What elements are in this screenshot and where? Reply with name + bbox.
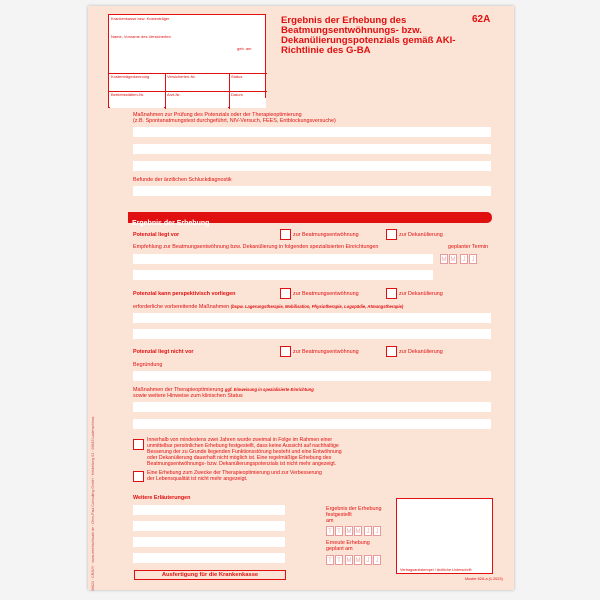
two-years-line: Beatmungsentwöhnungs- bzw. Dekanülierungspotenzials ist nicht mehr angezeigt.: [147, 461, 337, 467]
insurance-box: [108, 14, 266, 108]
form-title: Ergebnis der Erhebung des Beatmungsentwöhnungs- bzw. Dekanülierungspotenzials gemäß AKI-Richtlinie des G-BA: [281, 15, 456, 56]
erforderlich-sub: (bspw. Lagerungstherapie, Mobilisation, Physiotherapie, Logopädie, Atmungstherapie): [230, 304, 404, 309]
geplant-date-box[interactable]: M: [354, 555, 362, 565]
empfehlung-label: Empfehlung zur Beatmungsentwöhnung bzw. Dekanülierung in folgenden spezialisierten Einrichtungen: [133, 244, 379, 250]
festgestellt-date-box[interactable]: M: [354, 526, 362, 536]
two-years-line: Besserung der zu Grunde liegenden Funktionsstörung besteht und eine Entwöhnung: [147, 449, 342, 455]
no-purpose-checkbox[interactable]: [133, 471, 144, 482]
termin-date-box[interactable]: M: [440, 254, 448, 264]
geplant-date-box[interactable]: J: [364, 555, 372, 565]
termin-label: geplanter Termin: [448, 244, 489, 250]
two-years-checkbox[interactable]: [133, 439, 144, 450]
begruendung-label: Begründung: [133, 362, 163, 368]
potenzial-nicht-label: Potenzial liegt nicht vor: [133, 349, 194, 355]
potenzial-persp-beatmung-label: zur Beatmungsentwöhnung: [293, 291, 359, 297]
erforderlich-text: erforderliche vorbereitende Maßnahmen: [133, 304, 230, 310]
termin-date-box[interactable]: M: [449, 254, 457, 264]
potenzial-vor-dekan-label: zur Dekanülierung: [399, 232, 443, 238]
geplant-date-box[interactable]: T: [335, 555, 343, 565]
two-years-line: oder Dekanülierung dauerhaft nicht möglich ist. Eine regelmäßige Erhebung des: [147, 455, 332, 461]
therapieopt-line2: sowie weitere Hinweise zum klinischen Status: [133, 393, 243, 399]
footer-label: Ausfertigung für die Krankenkasse: [134, 570, 286, 580]
form-number: 62A: [472, 14, 491, 25]
no-purpose-line: der Lebensqualität ist nicht mehr angezeigt.: [147, 476, 248, 482]
festgestellt-line: Ergebnis der Erhebung: [326, 506, 382, 512]
geplant-line: geplant am: [326, 546, 353, 552]
therapieopt-field-2[interactable]: [133, 419, 491, 429]
potenzial-nicht-beatmung-checkbox[interactable]: [280, 346, 291, 357]
potenzial-nicht-beatmung-label: zur Beatmungsentwöhnung: [293, 349, 359, 355]
massnahmen-sub: (z.B. Spontanatmungstest durchgeführt, NIV-Versuch, FEES, Entblockungsversuche): [133, 118, 336, 124]
label-geb: geb. am: [237, 46, 252, 51]
datum-field[interactable]: [230, 98, 266, 108]
label-name: Name, Vorname des Versicherten: [111, 34, 171, 39]
two-years-line: Innerhalb von mindestens zwei Jahren wurde zweimal in Folge im Rahmen einer: [147, 437, 333, 443]
geplant-date-box[interactable]: M: [345, 555, 353, 565]
section-bar: [128, 212, 492, 227]
label-krankenkasse: Krankenkasse bzw. Kostenträger: [111, 16, 170, 21]
weitere-field-1[interactable]: [133, 505, 285, 515]
weitere-field-4[interactable]: [133, 553, 285, 563]
festgestellt-date-box[interactable]: J: [364, 526, 372, 536]
festgestellt-date-box[interactable]: T: [326, 526, 334, 536]
muster-label: Muster 62A.a (1.2023): [465, 577, 503, 581]
empfehlung-field-2[interactable]: [133, 270, 433, 280]
erforderlich-field-2[interactable]: [133, 329, 491, 339]
therapieopt-text: Maßnahmen der Therapieoptimierung: [133, 387, 224, 393]
termin-date-box[interactable]: J: [460, 254, 468, 264]
festgestellt-date-box[interactable]: J: [373, 526, 381, 536]
schluck-label: Befunde der ärztlichen Schluckdiagnostik: [133, 177, 232, 183]
weitere-field-3[interactable]: [133, 537, 285, 547]
schluck-field[interactable]: [133, 186, 491, 196]
erforderlich-label: [133, 304, 403, 311]
section-title: Ergebnis der Erhebung: [132, 220, 210, 227]
arzt-nr-field[interactable]: [166, 98, 228, 108]
label-kostentraeger: Kostenträgerkennung: [111, 74, 150, 79]
potenzial-vor-label: Potenzial liegt vor: [133, 232, 180, 238]
potenzial-persp-label: Potenzial kann perspektivisch vorliegen: [133, 291, 236, 297]
geplant-date-box[interactable]: T: [326, 555, 334, 565]
betriebsstaetten-field[interactable]: [110, 98, 164, 108]
potenzial-persp-beatmung-checkbox[interactable]: [280, 288, 291, 299]
label-arzt-nr: Arzt-Nr.: [167, 92, 181, 97]
potenzial-nicht-dekan-checkbox[interactable]: [386, 346, 397, 357]
signature-label: Vertragsarztstempel / ärztliche Unterschrift: [400, 568, 472, 572]
label-status: Status: [231, 74, 243, 79]
label-datum: Datum: [231, 92, 243, 97]
massnahmen-label: Maßnahmen zur Prüfung des Potenzials oder der Therapieoptimierung: [133, 112, 302, 118]
side-imprint: 30621 · CRAVY · www.weinfachtuale.de · Ohm-Paul Consulting GmbH · Heidelberg 01 · 69815 Ladenschloss: [91, 416, 95, 591]
geplant-line: Erneute Erhebung: [326, 540, 370, 546]
festgestellt-date-box[interactable]: T: [335, 526, 343, 536]
potenzial-nicht-dekan-label: zur Dekanülierung: [399, 349, 443, 355]
no-purpose-text: [147, 470, 322, 482]
erforderlich-field-1[interactable]: [133, 313, 491, 323]
weitere-label: Weitere Erläuterungen: [133, 495, 191, 501]
geplant-label: [326, 540, 370, 552]
empfehlung-field-1[interactable]: [133, 254, 433, 264]
label-betriebsstaetten: Betriebsstätten-Nr.: [111, 92, 145, 97]
massnahmen-field-2[interactable]: [133, 144, 491, 154]
potenzial-vor-beatmung-checkbox[interactable]: [280, 229, 291, 240]
weitere-field-2[interactable]: [133, 521, 285, 531]
termin-date-box[interactable]: J: [469, 254, 477, 264]
potenzial-vor-beatmung-label: zur Beatmungsentwöhnung: [293, 232, 359, 238]
two-years-line: unmittelbar persönlichen Erhebung festgestellt, dass keine Aussicht auf nachhaltige: [147, 443, 339, 449]
festgestellt-line: festgestellt: [326, 512, 352, 518]
no-purpose-line: Eine Erhebung zum Zwecke der Therapieoptimierung und zur Verbesserung: [147, 470, 322, 476]
two-years-text: [147, 437, 342, 467]
begruendung-field[interactable]: [133, 371, 491, 381]
festgestellt-date-box[interactable]: M: [345, 526, 353, 536]
form-sheet: [88, 6, 514, 590]
potenzial-vor-dekan-checkbox[interactable]: [386, 229, 397, 240]
massnahmen-field-3[interactable]: [133, 161, 491, 171]
festgestellt-line: am: [326, 518, 334, 524]
therapieopt-field-1[interactable]: [133, 402, 491, 412]
festgestellt-label: [326, 506, 381, 524]
massnahmen-field-1[interactable]: [133, 127, 491, 137]
geplant-date-box[interactable]: J: [373, 555, 381, 565]
potenzial-persp-dekan-label: zur Dekanülierung: [399, 291, 443, 297]
label-versicherten-nr: Versicherten-Nr.: [167, 74, 196, 79]
therapieopt-sub: ggf. Einweisung in spezialisierte Einrichtung: [224, 387, 314, 392]
signature-box[interactable]: [396, 498, 493, 574]
potenzial-persp-dekan-checkbox[interactable]: [386, 288, 397, 299]
